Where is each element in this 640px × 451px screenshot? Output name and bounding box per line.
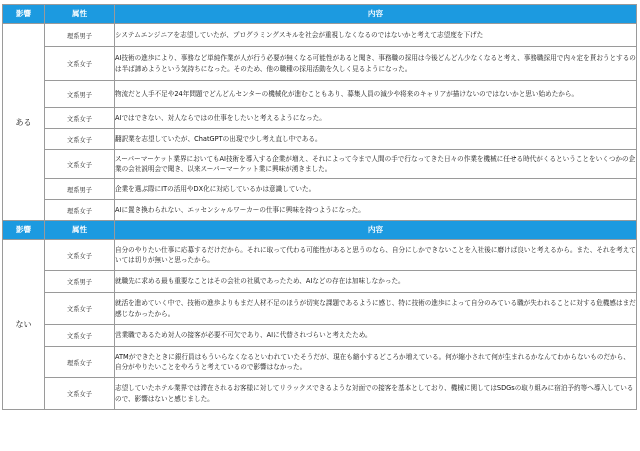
row-attribute: 文系男子 bbox=[45, 271, 115, 293]
header-content: 内容 bbox=[115, 5, 637, 24]
table-row bbox=[3, 81, 637, 108]
row-attribute: 理系女子 bbox=[45, 200, 115, 221]
row-content: システムエンジニアを志望していたが、プログラミングスキルを社会が重視しなくなるのではないかと考えて志望度を下げた bbox=[115, 24, 637, 47]
table-row bbox=[3, 47, 637, 81]
table-row bbox=[3, 240, 637, 271]
table-row bbox=[3, 129, 637, 150]
row-content: 企業を選ぶ際にITの活用やDX化に対応しているかは意識していた。 bbox=[115, 179, 637, 200]
header-content: 内容 bbox=[115, 221, 637, 240]
group-label-no: ない bbox=[3, 240, 45, 410]
header-row-1 bbox=[3, 5, 637, 24]
row-attribute: 理系女子 bbox=[45, 347, 115, 378]
group-label-yes: ある bbox=[3, 24, 45, 221]
row-attribute: 文系女子 bbox=[45, 293, 115, 325]
row-content: 就職先に求める最も重要なことはその会社の社風であったため、AIなどの存在は加味しなかった。 bbox=[115, 271, 637, 293]
header-influence: 影響 bbox=[3, 221, 45, 240]
table-row bbox=[3, 347, 637, 378]
row-content: 自分のやりたい仕事に応募するだけだから。それに取って代わる可能性があると思うのなら、自分にしかできないことを入社後に磨けば良いと考えるから。また、それを考えていては切りが無いと思ったから。 bbox=[115, 240, 637, 271]
header-attribute: 属性 bbox=[45, 221, 115, 240]
row-attribute: 文系女子 bbox=[45, 47, 115, 81]
header-influence: 影響 bbox=[3, 5, 45, 24]
row-content: 翻訳業を志望していたが、ChatGPTの出現で少し考え直し中である。 bbox=[115, 129, 637, 150]
row-content: ATMができたときに銀行員はもういらなくなるといわれていたそうだが、現在も縮小するどころか増えている。何が縮小されて何が生まれるかなんてわからないものだから、自分がやりたいことをやろうと考えているので影響はなかった。 bbox=[115, 347, 637, 378]
row-content: AIではできない、対人ならではの仕事をしたいと考えるようになった。 bbox=[115, 108, 637, 129]
row-attribute: 文系女子 bbox=[45, 129, 115, 150]
row-attribute: 理系男子 bbox=[45, 179, 115, 200]
table-row bbox=[3, 378, 637, 410]
table-row bbox=[3, 150, 637, 179]
table-row bbox=[3, 200, 637, 221]
row-attribute: 文系女子 bbox=[45, 240, 115, 271]
row-content: AIに置き換わられない、エッセンシャルワーカーの仕事に興味を持つようになった。 bbox=[115, 200, 637, 221]
row-attribute: 理系男子 bbox=[45, 24, 115, 47]
row-attribute: 文系女子 bbox=[45, 108, 115, 129]
row-attribute: 文系女子 bbox=[45, 325, 115, 347]
header-attribute: 属性 bbox=[45, 5, 115, 24]
survey-table bbox=[2, 4, 637, 410]
row-content: 物流だと人手不足や24年問題でどんどんセンターの機械化が進むこともあり、募集人員の減少や将来のキャリアが描けないのではないかと思い始めたから。 bbox=[115, 81, 637, 108]
table-row bbox=[3, 271, 637, 293]
table-row bbox=[3, 24, 637, 47]
row-content: 営業職であるため対人の接客が必要不可欠であり、AIに代替されづらいと考えたため。 bbox=[115, 325, 637, 347]
table-row bbox=[3, 325, 637, 347]
row-content: AI技術の進歩により、事務など単純作業が人が行う必要が無くなる可能性があると聞き、事務職の採用は今後どんどん少なくなると考え、事務職採用で内々定を貰おうとするのは半ば諦めようという気持ちになった。そのため、他の職種の採用活動を久しく見るようになった。 bbox=[115, 47, 637, 81]
row-attribute: 文系男子 bbox=[45, 81, 115, 108]
row-content: 就活を進めていく中で、技術の進歩よりもまだ人材不足のほうが切実な課題であるように感じ、特に技術の進歩によって自分のみている職が失われることに対する危機感はまだ感じなかったから。 bbox=[115, 293, 637, 325]
table-row bbox=[3, 108, 637, 129]
table-row bbox=[3, 179, 637, 200]
row-attribute: 文系女子 bbox=[45, 378, 115, 410]
row-content: スーパーマーケット業界においてもAI技術を導入する企業が増え、それによって今まで人間の手で行なってきた日々の作業を機械に任せる時代がくるということをいくつかの企業の会社説明会で聞き、以来スーパーマーケット業に興味が湧きました。 bbox=[115, 150, 637, 179]
row-content: 志望していたホテル業界では滞在されるお客様に対してリラックスできるような対面での接客を基本としており、機械に関してはSDGsの取り組みに宿泊予約等へ導入しているので、影響はないと感じました。 bbox=[115, 378, 637, 410]
table-row bbox=[3, 293, 637, 325]
row-attribute: 文系女子 bbox=[45, 150, 115, 179]
header-row-2 bbox=[3, 221, 637, 240]
